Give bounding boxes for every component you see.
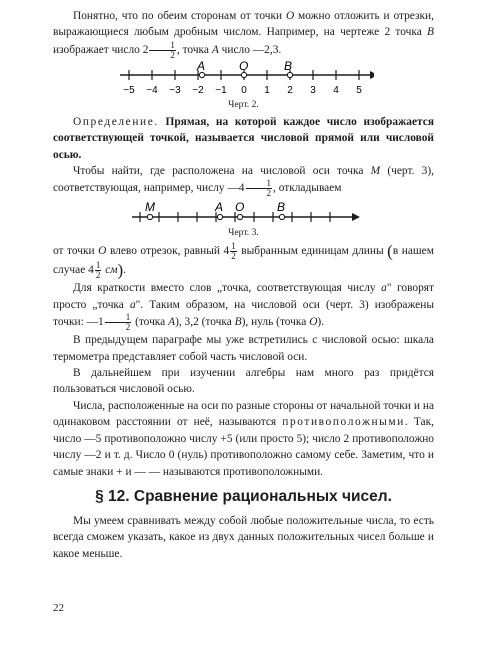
- text: ), нуль (точка: [241, 316, 307, 329]
- mixed-whole: 4: [223, 245, 230, 258]
- paragraph-5: В предыдущем параграфе мы уже встретились с числовой осью: шкала термометра представляет собой часть числовой оси.: [53, 334, 434, 363]
- figure-3-caption: Черт. 3.: [228, 227, 259, 239]
- text: ).: [317, 316, 325, 329]
- section-heading: § 12. Сравнение рациональных чисел.: [95, 487, 392, 505]
- point-label-b: B: [276, 200, 285, 215]
- text: изображает числo: [53, 43, 140, 56]
- fig2-tick-labels: [123, 85, 362, 96]
- paragraph-1: [53, 8, 434, 60]
- text: ), 3,2 (точка: [175, 316, 232, 329]
- tick-label: 1: [263, 84, 270, 96]
- text: — называются противоположными.: [148, 465, 324, 478]
- term-opposite: противоположными: [282, 416, 405, 429]
- text: Таким образом, на числовой оси (черт. 3) изображены точки: —: [53, 298, 434, 329]
- tick-label: 5: [355, 84, 362, 96]
- paragraph-7: [53, 398, 434, 480]
- open-paren: (: [387, 241, 393, 261]
- definition-label: Определение.: [73, 115, 159, 128]
- var-o: O: [98, 245, 107, 258]
- axis-arrow: [370, 71, 374, 79]
- text: Чтобы найти, где расположена на числовой оси точка: [73, 165, 364, 178]
- point-label-o: O: [238, 59, 248, 73]
- tick-label: 3: [309, 84, 316, 96]
- point-b-marker: [287, 72, 292, 77]
- text: чертеже 2 точка: [340, 26, 422, 39]
- paragraph-4: Для краткости вместо слов „точка, соответствующая числу a" говорят просто „точка a". Таким образом, на числовой оси (черт. 3) изображены точки: —1 $\frac{1}{2}$ (точка A), 3,2 (точка B), нуль (точка O).: [53, 282, 434, 333]
- text: длины: [352, 245, 384, 258]
- tick-label: −5: [122, 84, 135, 96]
- mixed-whole: 4: [88, 264, 94, 277]
- text: Для краткости вместо слов „точка, соответствующая числу: [73, 282, 376, 295]
- text: говорят просто „точка: [53, 282, 434, 311]
- mixed-whole: 4: [238, 182, 245, 195]
- tick-label: −2: [191, 84, 204, 96]
- tick-label: −4: [145, 84, 158, 96]
- fraction: $\frac{1}{2}$: [95, 260, 101, 281]
- plus-sign: +: [116, 465, 123, 478]
- text: число —2,3.: [221, 43, 282, 56]
- tick-label: 2: [286, 84, 293, 96]
- var-o: O: [285, 10, 295, 22]
- var-o: O: [309, 316, 318, 329]
- point-o-marker: [241, 72, 246, 77]
- axis-arrow: [352, 213, 360, 221]
- fraction: $\frac{1}{2}$: [246, 179, 273, 198]
- figure-3-number-line: [128, 198, 360, 226]
- var-m: M: [370, 165, 381, 178]
- point-m-marker: [147, 215, 152, 220]
- figure-2-number-line: [114, 60, 374, 98]
- point-a-marker: [217, 215, 222, 220]
- fraction: $\frac{1}{2}$: [149, 41, 176, 60]
- definition: [53, 114, 434, 163]
- mixed-whole: 2: [142, 43, 149, 56]
- paragraph-6: В дальнейшем при изучении алгебры нам много раз придётся пользоваться числовой осью.: [53, 367, 434, 396]
- paragraph-3: от точки O влево отрезок, равный 4 $\frac{1}{2}$ выбранным единицам длины (в нашем случае 4 $\frac{1}{2}$ см).: [53, 241, 434, 281]
- text: . Так, число —5 противоположно числу +5 (или просто 5); число 2 противоположно числу —2 и т. д. Число 0 (нуль) противоположно самому себе. Заметим, что и самые знаки: [53, 416, 434, 478]
- var-b: B: [427, 26, 434, 39]
- text: Понятно, что по обеим сторонам от точки: [73, 10, 283, 22]
- text: , откладываем: [273, 182, 342, 195]
- tick-label: 4: [332, 84, 339, 96]
- unit: см: [105, 264, 118, 277]
- minus-sign: —: [134, 465, 146, 478]
- var-a: A: [211, 43, 219, 56]
- point-label-a: A: [196, 59, 205, 73]
- tick-label: −1: [214, 84, 227, 96]
- var-b: B: [234, 316, 242, 329]
- text: , точка: [176, 43, 209, 56]
- text: можно отложить: [298, 10, 380, 22]
- text: Числа, расположенные на оси по разные стороны от начальной точки и на одинаковом расстоянии от неё, называются: [53, 399, 434, 429]
- point-label-o: O: [234, 200, 244, 215]
- paragraph-8: Мы умеем сравнивать между собой любые положительные числа, то есть всегда сможем указать, какое из двух данных положительных чисел больше и какое меньше.: [53, 514, 434, 560]
- var-a-lower: a: [381, 282, 387, 295]
- point-b-marker: [279, 215, 284, 220]
- tick-label: −3: [168, 84, 181, 96]
- point-label-a: A: [214, 200, 223, 215]
- point-label-b: B: [283, 59, 292, 73]
- point-label-m: M: [144, 200, 155, 215]
- text: влево отрезок, равный: [109, 245, 220, 258]
- close-paren: ): [117, 260, 124, 280]
- text: и: [125, 465, 132, 478]
- definition-text: Прямая, на которой каждое число изображается соответствующей точкой, называется числовой прямой или числовой осью.: [53, 115, 434, 161]
- page-number: 22: [53, 602, 64, 614]
- text: от точки: [53, 245, 95, 258]
- text: (черт. 3), соответствующая, например, числу —: [53, 165, 434, 195]
- fraction: $\frac{1}{2}$: [231, 241, 236, 262]
- text: в нашем случае: [53, 245, 434, 277]
- mixed-whole: 1: [98, 316, 104, 329]
- figure-2-caption: Черт. 2.: [228, 98, 259, 110]
- fraction: $\frac{1}{2}$: [105, 313, 132, 332]
- var-a-lower: a: [129, 298, 136, 311]
- point-a-marker: [199, 72, 204, 77]
- tick-label: 0: [240, 84, 247, 96]
- paragraph-2: [53, 163, 434, 198]
- point-o-marker: [237, 215, 242, 220]
- text: и отрезки, выражающиеся любым дробным числом. Например, на: [53, 10, 434, 39]
- text: (точка: [135, 316, 166, 329]
- var-a: A: [168, 316, 176, 329]
- text: выбранным единицам: [241, 245, 349, 258]
